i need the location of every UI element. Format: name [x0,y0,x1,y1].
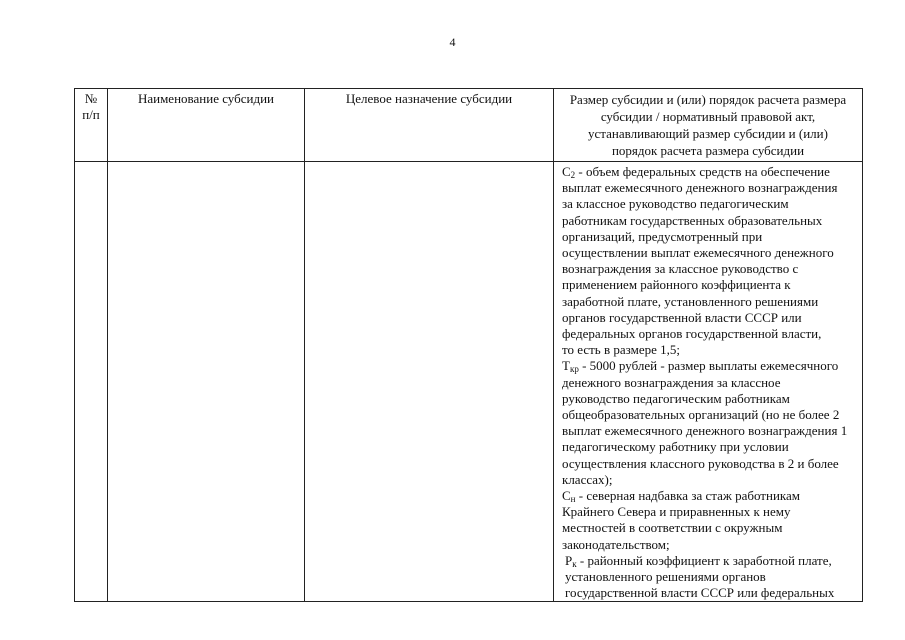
header-subsidy-purpose: Целевое назначение субсидии [305,89,554,162]
cell-number [75,162,108,602]
subsidy-table [74,88,863,602]
page-number: 4 [449,35,456,49]
header-number: № п/п [75,89,108,162]
table-header-row [75,89,863,162]
definition-c2: $С_2$ - объем федеральных средств на обеспечение выплат ежемесячного денежного вознаграждения за классное руководство педагогическим работникам государственных образовательных организаций, предусмотренный при осуществлении выплат ежемесячного денежного вознаграждения за классное руководство с применением районного коэффициента к заработной плате, установленного решениями органов государственной власти СССР или федеральных органов государственной власти, то есть в размере 1,5; [562,164,838,358]
definition-cn: $С_н$ - северная надбавка за стаж работникам Крайнего Севера и приравненных к нему местностей в соответствии с окружным законодательством; [562,488,801,552]
header-subsidy-size: Размер субсидии и (или) порядок расчета размера субсидии / нормативный правовой акт, устанавливающий размер субсидии и (или) порядок расчета размера субсидии [554,89,863,162]
cell-subsidy-size [554,162,863,602]
definition-rk: $Р_к$ - районный коэффициент к заработной плате, установленного решениями органов государственной власти СССР или федеральных [565,552,835,601]
cell-subsidy-name [108,162,305,602]
cell-subsidy-purpose [305,162,554,602]
table-row [75,162,863,602]
header-subsidy-name: Наименование субсидии [108,89,305,162]
definition-tkr: $Т_{кр} - 5000$ рублей - размер выплаты ежемесячного денежного вознаграждения за классное руководство педагогическим работникам общеобразовательных организаций (но не более 2 выплат ежемесячного денежного вознаграждения 1 педагогическому работнику при условии осуществления классного руководства в 2 и более классах); [562,358,848,487]
